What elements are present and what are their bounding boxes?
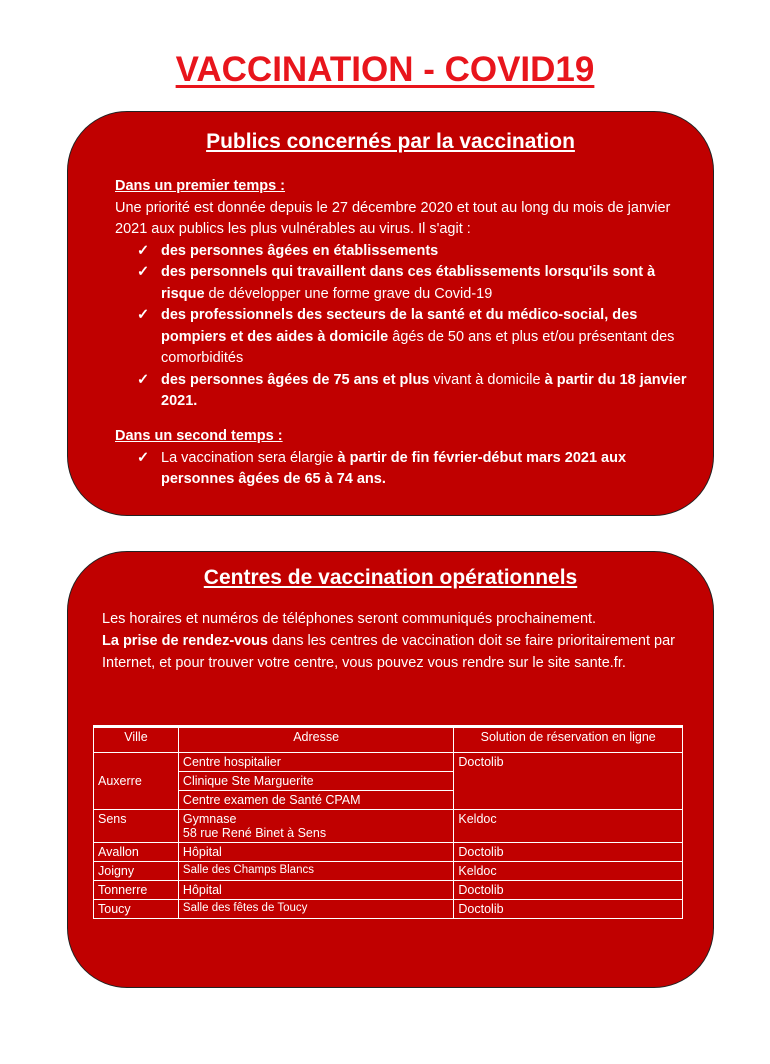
- cell-ville: Tonnerre: [94, 881, 179, 900]
- list-item: ✓ La vaccination sera élargie à partir de fin février-début mars 2021 aux personnes âgées de 65 à 74 ans.: [137, 449, 627, 487]
- table-row: [94, 862, 683, 881]
- publics-panel: [67, 111, 714, 516]
- first-phase-label: Dans un premier temps :: [115, 178, 286, 194]
- cell-adresse: Hôpital: [178, 881, 453, 900]
- centres-intro: Les horaires et numéros de téléphones seront communiqués prochainement. La prise de rendez-vous dans les centres de vaccination doit se faire prioritairement par Internet, et pour trouver votre centre, vous pouvez vous rendre sur le site sante.fr.: [102, 611, 676, 671]
- header-solution: Solution de réservation en ligne: [454, 727, 683, 753]
- second-phase: [115, 426, 695, 491]
- list-item: ✓ des personnes âgées de 75 ans et plus vivant à domicile à partir du 18 janvier 2021.: [137, 371, 687, 409]
- publics-heading: Publics concernés par la vaccination: [206, 130, 575, 153]
- page-title: VACCINATION - COVID19: [175, 50, 595, 89]
- cell-ville: Toucy: [94, 900, 179, 919]
- first-phase: [115, 176, 695, 413]
- list-item: ✓ des personnes âgées en établissements: [115, 241, 695, 263]
- cell-solution: Doctolib: [454, 881, 683, 900]
- cell-adresse: Clinique Ste Marguerite: [178, 772, 453, 791]
- header-adresse: Adresse: [178, 727, 453, 753]
- cell-solution: Keldoc: [454, 810, 683, 843]
- cell-ville: Auxerre: [94, 753, 179, 810]
- table-row: [94, 900, 683, 919]
- check-mark-icon: ✓: [137, 307, 150, 323]
- cell-adresse: Centre hospitalier: [178, 753, 453, 772]
- table-row: [94, 881, 683, 900]
- check-mark-icon: ✓: [137, 264, 150, 280]
- cell-adresse: Hôpital: [178, 843, 453, 862]
- cell-ville: Joigny: [94, 862, 179, 881]
- header-ville: Ville: [94, 727, 179, 753]
- cell-adresse: Gymnase 58 rue René Binet à Sens: [178, 810, 453, 843]
- cell-ville: Avallon: [94, 843, 179, 862]
- cell-adresse: Centre examen de Santé CPAM: [178, 791, 453, 810]
- table-row: [94, 753, 683, 772]
- cell-ville: Sens: [94, 810, 179, 843]
- centres-heading: Centres de vaccination opérationnels: [203, 566, 578, 589]
- table-row: [94, 843, 683, 862]
- cell-solution: Doctolib: [454, 753, 683, 810]
- cell-solution: Keldoc: [454, 862, 683, 881]
- second-phase-list: [115, 448, 695, 491]
- table-header-row: [94, 727, 683, 753]
- cell-adresse: Salle des fêtes de Toucy: [178, 900, 453, 919]
- centres-panel: [67, 551, 714, 988]
- table-row: [94, 810, 683, 843]
- second-phase-label: Dans un second temps :: [115, 428, 283, 444]
- check-mark-icon: ✓: [137, 371, 150, 388]
- list-item: ✓ des professionnels des secteurs de la santé et du médico-social, des pompiers et des aides à domicile âgés de 50 ans et plus et/ou présentant des comorbidités: [137, 307, 675, 366]
- check-mark-icon: ✓: [137, 242, 150, 259]
- priority-list: [115, 241, 695, 413]
- check-mark-icon: ✓: [137, 449, 150, 466]
- cell-solution: Doctolib: [454, 843, 683, 862]
- centres-table: [93, 725, 683, 919]
- list-item: ✓ des personnels qui travaillent dans ces établissements lorsqu'ils sont à risque de développer une forme grave du Covid-19: [137, 264, 656, 302]
- first-phase-intro: Une priorité est donnée depuis le 27 décembre 2020 et tout au long du mois de janvier 2021 aux publics les plus vulnérables au virus. Il s'agit :: [115, 199, 671, 237]
- cell-adresse: Salle des Champs Blancs: [178, 862, 453, 881]
- cell-solution: Doctolib: [454, 900, 683, 919]
